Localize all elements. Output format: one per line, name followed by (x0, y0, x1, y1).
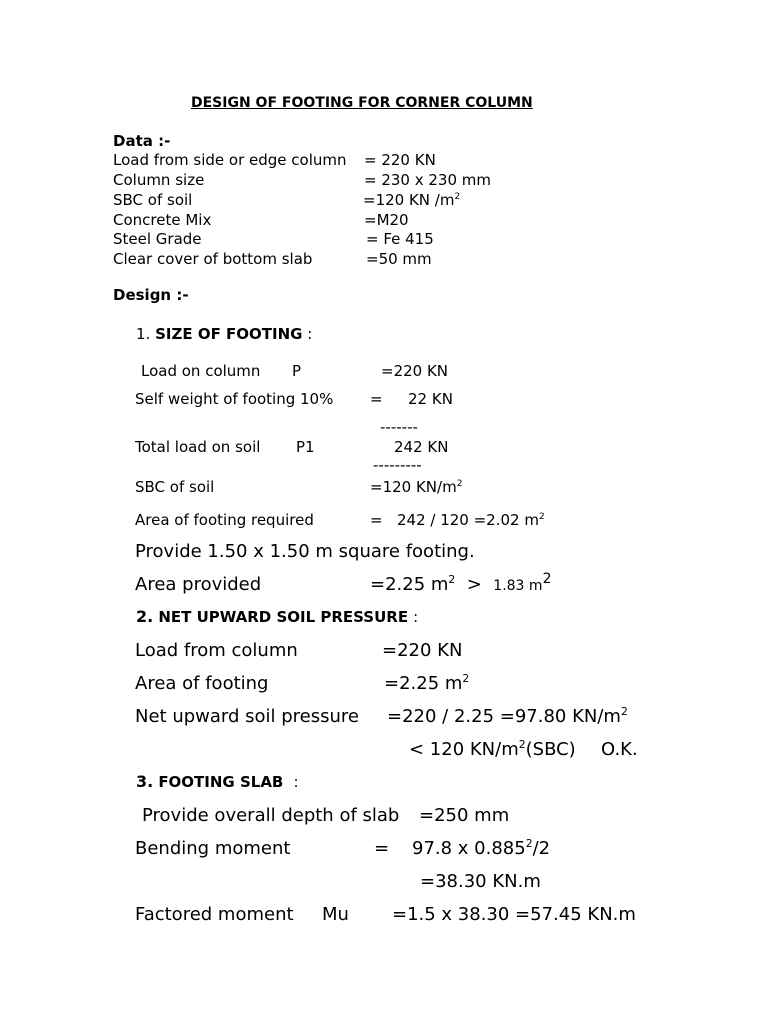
data-value-clear-cover: =50 mm (366, 250, 432, 268)
data-label-load: Load from side or edge column (113, 151, 347, 169)
data-value-sbc: =120 KN $/m^2$ (363, 191, 461, 209)
load-on-column-symbol: P (292, 362, 302, 380)
area-required-eq: = (370, 511, 383, 529)
area-required-label: Area of footing required (135, 511, 314, 529)
design-heading: Design :- (113, 286, 189, 304)
overall-depth-value: =250 mm (419, 805, 510, 826)
area-of-footing-label: Area of footing (135, 673, 269, 694)
data-label-steel-grade: Steel Grade (113, 230, 202, 248)
load-on-column-label: Load on column (141, 362, 261, 380)
overall-depth-label: Provide overall depth of slab (142, 805, 400, 826)
provide-footing-text: Provide 1.50 x 1.50 m square footing. (135, 541, 475, 562)
self-weight-label: Self weight of footing 10% (135, 390, 334, 408)
self-weight-value: 22 KN (408, 390, 453, 408)
factored-moment-symbol: Mu (322, 904, 349, 925)
total-load-value: 242 KN (394, 438, 449, 456)
self-weight-eq: = (370, 390, 383, 408)
load-from-column-label: Load from column (135, 640, 298, 661)
data-value-concrete-mix: =M20 (364, 211, 409, 229)
sbc-check: < 120 $KN/m^2(SBC)$ (409, 738, 576, 760)
total-load-symbol: P1 (296, 438, 315, 456)
sbc-value: =120 $KN/m^2$ (370, 478, 463, 496)
area-required-value: 242 / 120 =2.02 $m^2$ (397, 511, 545, 529)
sbc-label: SBC of soil (135, 478, 215, 496)
data-value-load: = 220 KN (364, 151, 436, 169)
data-label-column-size: Column size (113, 171, 205, 189)
bending-moment-value: 97.8 x 0.885$^2$/2 (412, 837, 551, 859)
load-on-column-value: =220 KN (381, 362, 449, 380)
data-label-clear-cover: Clear cover of bottom slab (113, 250, 313, 268)
area-of-footing-value: =2.25 $m^2$ (384, 672, 470, 694)
bending-moment-result: =38.30 KN.m (420, 871, 541, 892)
factored-moment-value: =1.5 x 38.30 =57.45 KN.m (392, 904, 636, 925)
data-label-concrete-mix: Concrete Mix (113, 211, 212, 229)
ok-status: O.K. (601, 739, 638, 760)
net-upward-value: =220 / 2.25 =97.80 $KN/m^2$ (387, 705, 628, 727)
data-value-column-size: = 230 x 230 mm (364, 171, 492, 189)
section1-heading: 1. SIZE OF FOOTING : (136, 325, 313, 343)
total-load-label: Total load on soil (135, 438, 261, 456)
sum-divider: ------- (380, 418, 418, 436)
section3-heading: 3. FOOTING SLAB : (136, 772, 299, 791)
bending-moment-eq: = (374, 838, 390, 859)
net-upward-label: Net upward soil pressure (135, 706, 359, 727)
section2-heading: 2. NET UPWARD SOIL PRESSURE : (136, 607, 419, 626)
page-title: DESIGN OF FOOTING FOR CORNER COLUMN (191, 95, 533, 111)
load-from-column-value: =220 KN (382, 640, 463, 661)
data-label-sbc: SBC of soil (113, 191, 193, 209)
data-value-steel-grade: = Fe 415 (366, 230, 434, 248)
area-provided-value: =2.25 $m^2 > 1.83$ $m^2$ (370, 571, 552, 595)
factored-moment-label: Factored moment (135, 904, 294, 925)
data-heading: Data :- (113, 132, 171, 150)
area-provided-label: Area provided (135, 574, 262, 595)
bending-moment-label: Bending moment (135, 838, 291, 859)
total-divider: --------- (373, 456, 422, 474)
